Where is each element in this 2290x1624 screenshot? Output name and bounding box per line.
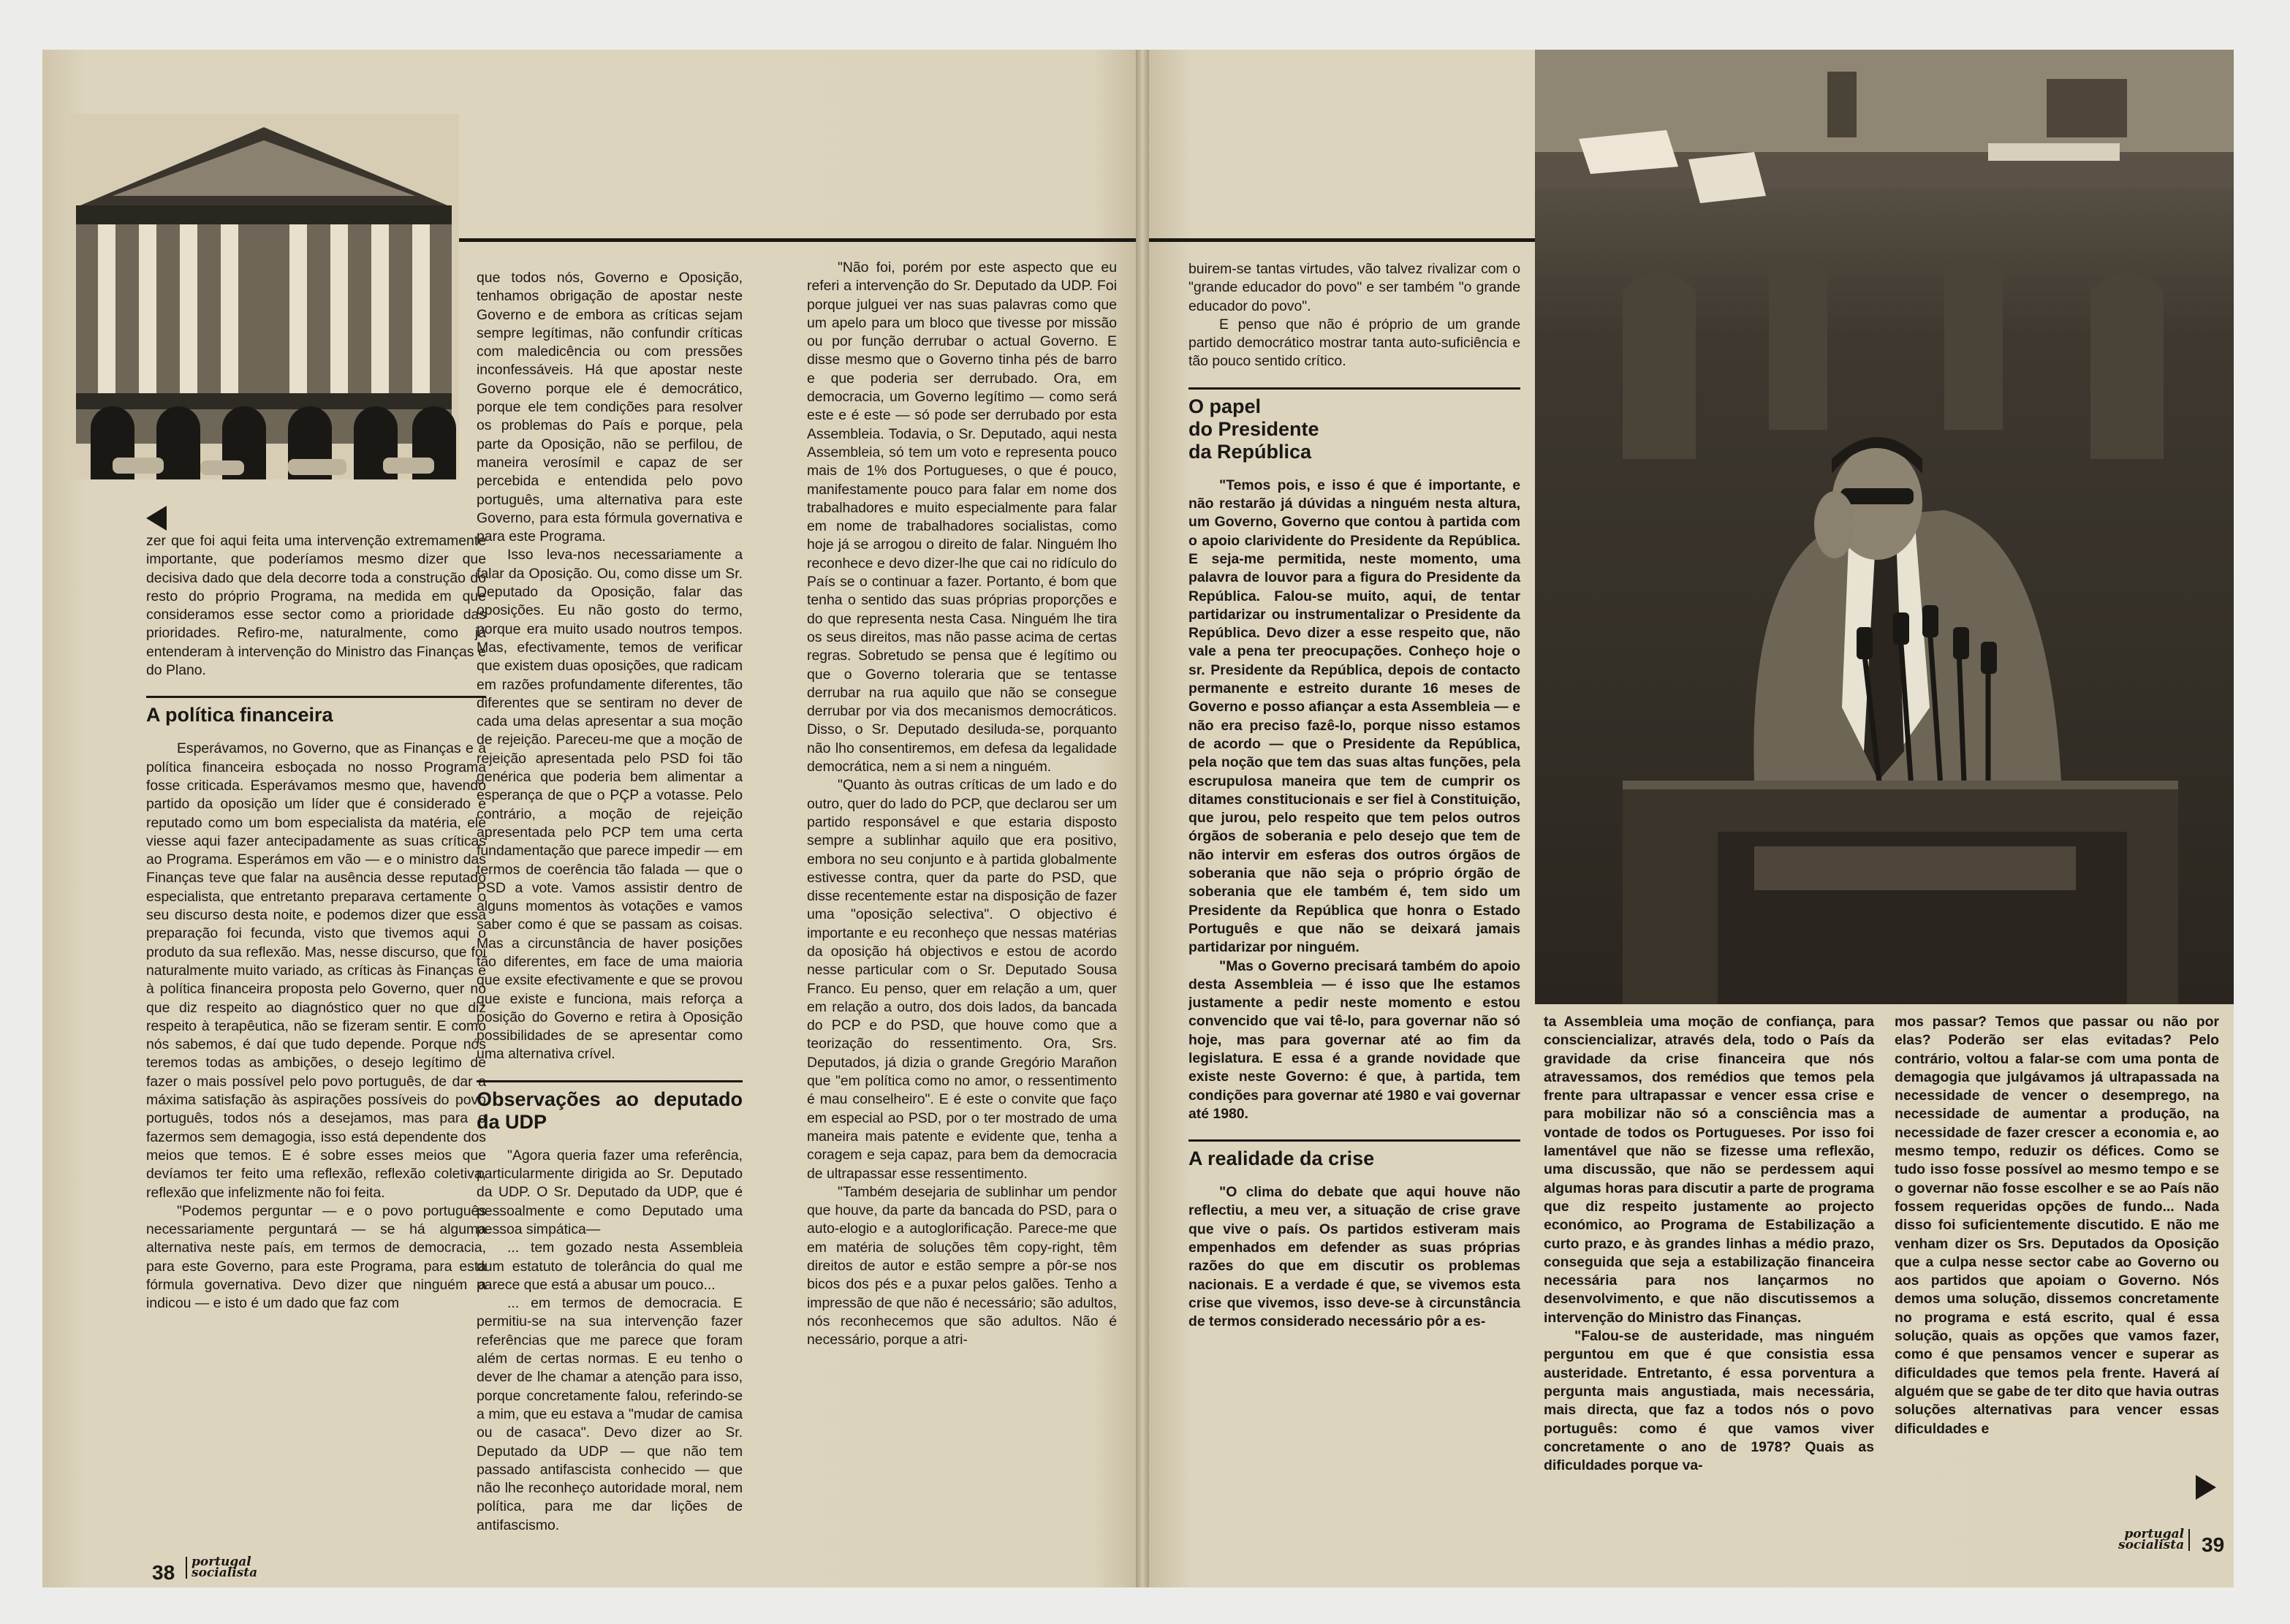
header-rule-left — [459, 238, 1136, 242]
header-rule-right — [1149, 238, 1535, 242]
col3-paragraph: "Não foi, porém por este aspecto que eu referi a intervenção do Sr. Deputado da UDP. Foi porque julguei ver nas suas palavras como que um apelo para um bloco que tivesse por missão ou por função derrubar o actual Governo. E disse mesmo que o Governo tinha pés de barro e que poderia ser derrubado. Ora, em democracia, um Governo legítimo — como será este e é este — só pode ser derrubado por esta Assembleia. Todavia, o Sr. Deputado, aqui nesta Assembleia, só tem um voto e representa pouco mais de 1% dos Portugueses, o que é pouco, manifestamente pouco para falar em nome dos trabalhadores e muito especialmente para falar em nome de trabalhadores socialistas, como hoje já se arrogou o direito de falar. Ninguém lho reconhece e devo dizer-lhe que cai no ridículo do País se o continuar a fazer. Portanto, é bom que tenha o sentido das suas próprias proporções e do que representa nesta Casa. Ninguém lhe tira os seus direitos, mas não passe acima de certas regras. Sobretudo se pensa que é legítimo ou que o Governo toleraria que se tentasse derrubar na rua aquilo que não se consegue derrubar por via dos mecanismos democráticos. Disso, o Sr. Deputado desiluda-se, porquanto não lho consentiremos, em defesa da legalidade democrática, nem a si nem a ninguém. — [807, 259, 1117, 775]
binding-spine — [1136, 50, 1149, 1587]
col4-paragraph: "O clima do debate que aqui houve não reflectiu, a meu ver, a situação de crise grave que vive o país. Os partidos estiveram mais empenhados em defender as suas próprias razões do que em discutir os problemas nacionais. E a verdade é que, se vivemos esta crise que vivemos, isso deve-se à circunstância de termos considerado necessário pôr a es- — [1188, 1184, 1520, 1330]
section-heading-observacoes: Observações ao deputado da UDP — [477, 1080, 743, 1134]
column-2 — [477, 269, 743, 1535]
col6-paragraph: mos passar? Temos que passar ou não por elas? Poderão ser elas evitadas? Pelo contrário, voltou a falar-se com uma ponta de demagogia que julgávamos já ultrapassada na necessidade de vencer o desemprego, na necessidade de aumentar a produção, na necessidade de fazer crescer a economia e, ao mesmo tempo, reduzir os défices. Como se tudo isso fosse possível ao mesmo tempo e se o governar não fosse escolher e se ao País não fossem requeridas opções de fundo... Nada disso foi suficientemente discutido. E não me venham dizer os Srs. Deputados da Oposição que a culpa nesse sector cabe ao Governo ou aos partidos que apoiam o Governo. Nós demos uma solução, dissemos concretamente no programa e está escrito, qual é essa solução, quais as opções que vamos fazer, como é que pensamos vencer e superar as dificuldades que temos pela frente. Haverá aí alguém que se gabe de ter dito que havia outras soluções alternativas para vencer essas dificuldades e — [1895, 1014, 2219, 1437]
brand-logo-left: portugal socialista — [186, 1557, 257, 1579]
page-left — [42, 50, 1136, 1587]
arrow-left-icon — [146, 506, 167, 531]
col3-paragraph: "Quanto às outras críticas de um lado e do outro, quer do lado do PCP, que declarou ser um partido responsável e que estaria disposto sempre a sublinhar aquilo que era positivo, embora no seu conjunto e à partida globalmente estivesse contra, quer da parte do PSD, que disse recentemente estar na disposição de fazer uma "oposição selectiva". O objectivo é importante e eu reconheço que nessas matérias da oposição há objectivos e estou de acordo nesse particular com o Sr. Deputado Sousa Franco. Eu penso, quer em relação a um, quer em relação a outro, dos dois lados, da bancada do PCP e do PSD, que houve como que a teorização do ressentimento. Ora, Srs. Deputados, já dizia o grande Gregório Marañon que "em política como no amor, o ressentimento é mau conselheiro". E é este o convite que faço em especial ao PSD, por o ter mostrado de uma maneira mais patente e evidente que, tenha a coragem e seja capaz, para bem da democracia de ultrapassar esse ressentimento. — [807, 777, 1117, 1182]
col2-paragraph: ... tem gozado nesta Assembleia dum estatuto de tolerância do qual me parece que está a abusar um pouco... — [477, 1240, 743, 1293]
section-heading-realidade: A realidade da crise — [1188, 1139, 1520, 1170]
column-4 — [1188, 260, 1520, 1332]
col5-paragraph: "Falou-se de austeridade, mas ninguém perguntou em que é que consistia essa austeridade. Entretanto, é essa porventura a pergunta mais angustiada, mais necessária, mais directa, que faz a todos nós o povo português: como é que vamos viver concretamente o ano de 1978? Quais as dificuldades porque va- — [1544, 1328, 1874, 1474]
col2-paragraph: ... em termos de democracia. E permitiu-se na sua intervenção fazer referências que me parece que foram além de certas normas. E eu tenho o dever de lhe chamar a atenção para isso, porque concretamente falou, referindo-se a mim, que eu estava a "mudar de camisa ou de casaca". Devo dizer ao Sr. Deputado da UDP — que não tem passado antifascista conhecido — que não lhe reconheço autoridade moral, nem política, para me dar lições de antifascismo. — [477, 1295, 743, 1533]
column-6 — [1895, 1013, 2219, 1438]
parliament-building-photo — [69, 114, 459, 479]
col1-paragraph: Esperávamos, no Governo, que as Finanças e a política financeira esboçada no nosso Programa fosse criticada. Esperávamos mesmo que, havendo partido da oposição um líder que é considerado e reputado como um bom especialista da matéria, ele viesse aqui fazer antecipadamente as suas críticas ao Programa. Esperámos em vão — e o ministro das Finanças teve que falar na ausência desse reputado especialista, que entretanto preparava certamente o seu discurso desta noite, e podemos dizer que essa preparação foi fecunda, visto que tivemos aqui o produto da sua reflexão. Mas, nesse discurso, que foi naturalmente muito variado, as críticas às Finanças e à política financeira proposta pelo Governo, quer no que diz respeito ao diagnóstico quer no que diz respeito à terapêutica, não se fizeram sentir. E como nós sabemos, é daí que tudo depende. Porque nós teremos todas as ambições, o desejo legítimo de fazer o mais possível pelo povo português, de dar a máxima satisfação às aspirações possíveis do povo português, todos nós a desejamos, mas para o fazermos sem demagogia, isso está dependente dos meios que temos. E é sobre esses meios que devíamos ter feito uma reflexão, reflexão coletiva, reflexão que infelizmente não foi feita. — [146, 740, 486, 1201]
section-heading-politica: A política financeira — [146, 696, 486, 726]
speaker-at-podium-photo — [1535, 50, 2234, 1004]
col3-paragraph: "Também desejaria de sublinhar um pendor que houve, da parte da bancada do PSD, para o auto-elogio e a autoglorificação. Parece-me que em matéria de soluções têm copy-right, têm direitos de autor e estão sempre a pôr-se nos bicos dos pés e a puxar pelos galões. Tenho a impressão de que não é necessário; são adultos, nós reconhecemos que são adultos. Não é necessário, porque a atri- — [807, 1183, 1117, 1348]
column-1 — [146, 532, 486, 1313]
column-3 — [807, 259, 1117, 1350]
arrow-right-icon — [2196, 1475, 2216, 1500]
col4-paragraph: E penso que não é próprio de um grande partido democrático mostrar tanta auto-suficiência e tão pouco sentido crítico. — [1188, 316, 1520, 370]
magazine-spread — [42, 50, 2234, 1587]
col4-paragraph: buirem-se tantas virtudes, vão talvez rivalizar com o "grande educador do povo" e ser também "o grande educador do povo". — [1188, 261, 1520, 314]
page-number-left: 38 — [152, 1561, 175, 1584]
column-5 — [1544, 1013, 1874, 1475]
col5-paragraph: ta Assembleia uma moção de confiança, para consciencializar, através dela, todo o País da gravidade da crise financeira que nós atravessamos, dos remédios que temos pela frente para ultrapassar e vencer essa crise e para mobilizar não só a consciência mas a vontade de todos os Portugueses. Por isso foi lamentável que não se fizesse uma reflexão, uma discussão, que não se perdessem aqui algumas horas para discutir a parte de programa que diz respeito justamente ao projecto económico, ao Programa de Estabilização a curto prazo, e às grandes linhas a médio prazo, conseguida que seja a estabilização financeira necessária para nos lançarmos no desenvolvimento, e que não discutissemos a intervenção do Ministro das Finanças. — [1544, 1014, 1874, 1326]
page-right — [1149, 50, 2234, 1587]
col4-paragraph: "Temos pois, e isso é que é importante, e não restarão já dúvidas a ninguém nesta altura, um Governo, Governo que contou à partida com o apoio clarividente do Presidente da República. E seja-me permitida, neste momento, uma palavra de louvor para a figura do Presidente da República. Falou-se muito, aqui, de tentar partidarizar ou instrumentalizar o Presidente da República. Devo dizer a esse respeito que, não vale a pena ter preocupações. Conheço hoje o sr. Presidente da República, depois de contacto permanente e estreito durante 16 meses de Governo e posso afiançar a esta Assembleia — e não era preciso fazê-lo, porque nisso estamos de acordo — que o Presidente da República, pela noção que tem das suas altas funções, pela escrupulosa maneira que tem de cumprir os ditames constitucionais e ser fiel à Constituição, que jurou, pelo respeito que tem pelos outros órgãos de soberania e pelo desejo que tem de não intervir em esferas dos outros órgãos de soberania que não seja o próprio órgão de soberania que ele também é, tem sido um Presidente da República que honra o Estado Português e que não se deixará jamais partidarizar por ninguém. — [1188, 477, 1520, 956]
col2-paragraph: Isso leva-nos necessariamente a falar da Oposição. Ou, como disse um Sr. Deputado da Oposição, falar das oposições. Eu não gosto do termo, porque era muito usado noutros tempos. Mas, efectivamente, temos de verificar que existem duas oposições, que radicam em razões profundamente diferentes, tão diferentes que se sentiram no dever de cada uma delas apresentar a sua moção de rejeição. Pareceu-me que a moção de rejeição apresentada pelo PSD foi tão genérica que poderia bem alimentar a esperança de que o PÇP a votasse. Pelo contrário, a moção de rejeição apresentada pelo PCP tem uma certa fundamentação que parece impedir — em termos de coerência tão falada — que o PSD a vote. Vamos assistir dentro de alguns momentos às votações e vamos saber como é que se passam as coisas. Mas a circunstância de haver posições tão diferentes, em face de uma maioria que exsite efectivamente e que se provou que existe e funciona, mais reforça a posição do Governo e retira à Oposição possibilidades de se apresentar como uma alternativa crível. — [477, 547, 743, 1063]
col2-paragraph: que todos nós, Governo e Oposição, tenhamos obrigação de apostar neste Governo e de embora as críticas sejam sempre legítimas, não confundir críticas com maledicência ou com pressões inconfessáveis. Há que apostar neste Governo porque ele é democrático, porque ele tem condições para resolver os problemas do País e porque, pela parte da Oposição, não se perfilou, de maneira verosímil e capaz de ser percebida e entendida pelo povo português, uma alternativa para este Governo, para esta fórmula governativa e para este Programa. — [477, 270, 743, 545]
brand-logo-right: portugal socialista — [2118, 1529, 2190, 1551]
col1-paragraph: "Podemos perguntar — e o povo português necessariamente perguntará — se há alguma alternativa neste país, em termos de democracia, para este Governo, para este Programa, para esta fórmula governativa. Devo dizer que ninguém a indicou — e isto é um dado que faz com — [146, 1202, 486, 1312]
section-heading-papel: O papel do Presidente da República — [1188, 387, 1520, 463]
col2-paragraph: "Agora queria fazer uma referência, particularmente dirigida ao Sr. Deputado da UDP. O Sr. Deputado da UDP, que é pessoalmente e como Deputado uma pessoa simpática— — [477, 1147, 743, 1237]
col4-paragraph: "Mas o Governo precisará também do apoio desta Assembleia — é isso que lhe estamos justamente a pedir neste momento e estou convencido que vai tê-lo, para governar não só hoje, mas para governar até ao fim da legislatura. E essa é a grande novidade que existe neste Governo: é que, à partida, tem condições para governar até 1980 e vai governar até 1980. — [1188, 957, 1520, 1122]
page-number-right: 39 — [2202, 1533, 2225, 1556]
col1-intro: zer que foi aqui feita uma intervenção extremamente importante, que poderíamos mesmo dizer que decisiva dado que dela decorre toda a construção do resto do próprio Programa, na medida em que consideramos esse sector como a prioridade das prioridades. Refiro-me, naturalmente, como já entenderam à intervenção do Ministro das Finanças e do Plano. — [146, 533, 486, 679]
